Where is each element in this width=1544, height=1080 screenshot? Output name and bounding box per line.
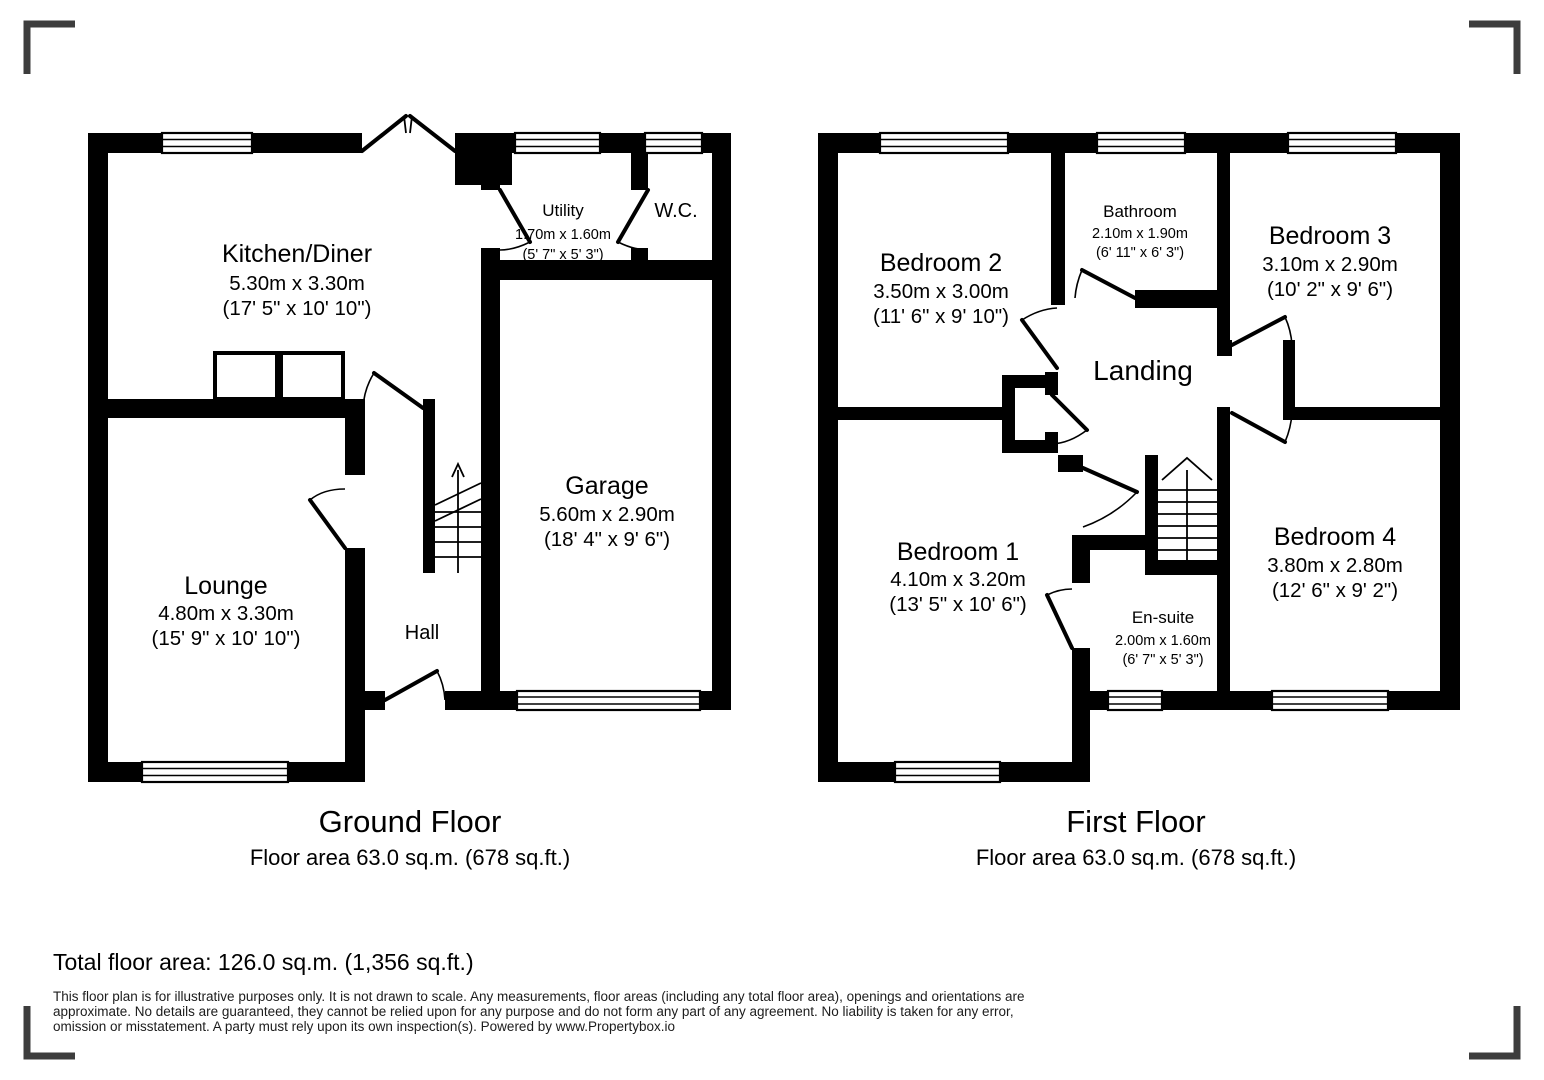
utility-metric: 1.70m x 1.60m [515, 227, 611, 243]
kitchen-imperial: (17' 5" x 10' 10") [222, 297, 372, 320]
ensuite-label [1115, 608, 1211, 668]
utility-imperial: (5' 7" x 5' 3") [522, 247, 604, 263]
window-ensuite-bottom [1108, 691, 1162, 710]
disclaimer-line-3: omission or misstatement. A party must rely upon its own inspection(s). Powered by www.Propertybox.io [53, 1019, 676, 1034]
lounge-name: Lounge [184, 572, 268, 600]
disclaimer-line-2: approximate. No details are guaranteed, they cannot be relied upon for any purpose and do not form any part of any agreement. No liability is taken for any error, [53, 1004, 1014, 1019]
kitchen-unit-right [281, 353, 343, 399]
corner-bracket-top-left [27, 24, 75, 74]
bedroom3-metric: 3.10m x 2.90m [1262, 253, 1398, 276]
bedroom2-metric: 3.50m x 3.00m [873, 280, 1009, 303]
ground-floor-area: Floor area 63.0 sq.m. (678 sq.ft.) [249, 845, 571, 870]
bedroom1-metric: 4.10m x 3.20m [890, 568, 1026, 591]
ground-floor-plan [88, 116, 731, 870]
kitchen-name: Kitchen/Diner [221, 240, 373, 268]
first-floor-area: Floor area 63.0 sq.m. (678 sq.ft.) [975, 845, 1297, 870]
landing-name: Landing [1093, 355, 1193, 386]
corner-bracket-top-right [1469, 24, 1517, 74]
bedroom3-name: Bedroom 3 [1268, 222, 1392, 250]
kitchen-unit-left [215, 353, 277, 399]
first-floor-plan [818, 133, 1460, 870]
bathroom-imperial: (6' 11" x 6' 3") [1095, 245, 1185, 261]
ensuite-metric: 2.00m x 1.60m [1115, 633, 1211, 649]
disclaimer-line-1: This floor plan is for illustrative purposes only. It is not drawn to scale. Any measurements, floor areas (including any total floor area), openings and orientations are [53, 989, 1025, 1004]
garage-name: Garage [565, 472, 649, 500]
utility-name: Utility [542, 201, 584, 220]
kitchen-metric: 5.30m x 3.30m [229, 272, 365, 295]
bedroom1-name: Bedroom 1 [896, 538, 1020, 566]
window-garage-bottom [517, 691, 700, 710]
bedroom4-label [1267, 523, 1403, 602]
corner-bracket-bottom-right [1469, 1006, 1517, 1056]
window-bedroom3-top [1288, 133, 1396, 153]
bedroom1-door [1083, 468, 1137, 527]
lounge-label [152, 572, 301, 650]
window-kitchen-top [162, 133, 252, 153]
bedroom1-imperial: (13' 5" x 10' 6") [889, 593, 1027, 616]
window-bedroom1-bottom [895, 762, 1000, 782]
wc-name: W.C. [654, 200, 698, 222]
lounge-imperial: (15' 9" x 10' 10") [151, 627, 301, 650]
window-wc-top [645, 133, 702, 153]
kitchen-label [222, 240, 372, 320]
stairs-first [1158, 458, 1217, 560]
total-floor-area: Total floor area: 126.0 sq.m. (1,356 sq.ft.) [53, 949, 474, 975]
bedroom2-label [873, 249, 1009, 328]
garage-metric: 5.60m x 2.90m [539, 503, 675, 526]
stairs-ground [435, 464, 481, 573]
bedroom4-metric: 3.80m x 2.80m [1267, 554, 1403, 577]
disclaimer [53, 989, 1025, 1034]
ensuite-imperial: (6' 7" x 5' 3") [1122, 652, 1204, 668]
lounge-door [310, 489, 345, 548]
bedroom2-name: Bedroom 2 [879, 249, 1003, 277]
bedroom4-imperial: (12' 6" x 9' 2") [1271, 579, 1399, 602]
bedroom3-imperial: (10' 2" x 9' 6") [1266, 278, 1394, 301]
window-bedroom2-top [880, 133, 1008, 153]
bathroom-metric: 2.10m x 1.90m [1092, 226, 1188, 242]
hall-name: Hall [404, 622, 440, 644]
ground-floor-title: Ground Floor [318, 804, 502, 839]
kitchen-door [363, 373, 423, 408]
window-utility-top [515, 133, 600, 153]
entrance-double-door [362, 116, 455, 151]
ensuite-name: En-suite [1131, 608, 1195, 627]
window-lounge-bottom [142, 762, 288, 782]
lounge-metric: 4.80m x 3.30m [158, 602, 294, 625]
bedroom2-imperial: (11' 6" x 9' 10") [873, 305, 1009, 328]
bathroom-label [1092, 202, 1188, 261]
bedroom1-label [889, 538, 1026, 616]
bedroom4-name: Bedroom 4 [1273, 523, 1397, 551]
garage-imperial: (18' 4" x 9' 6") [543, 528, 671, 551]
bedroom3-label [1262, 222, 1398, 301]
front-door [385, 671, 445, 700]
bathroom-door [1075, 270, 1135, 298]
ensuite-door [1047, 589, 1072, 648]
bathroom-name: Bathroom [1103, 202, 1177, 221]
wc-door [618, 190, 648, 250]
first-floor-title: First Floor [1066, 804, 1206, 839]
window-bathroom-top [1097, 133, 1185, 153]
utility-label [515, 201, 611, 263]
window-bedroom4-bottom [1272, 691, 1388, 710]
garage-label [539, 472, 675, 551]
bedroom2-door [1022, 308, 1057, 368]
